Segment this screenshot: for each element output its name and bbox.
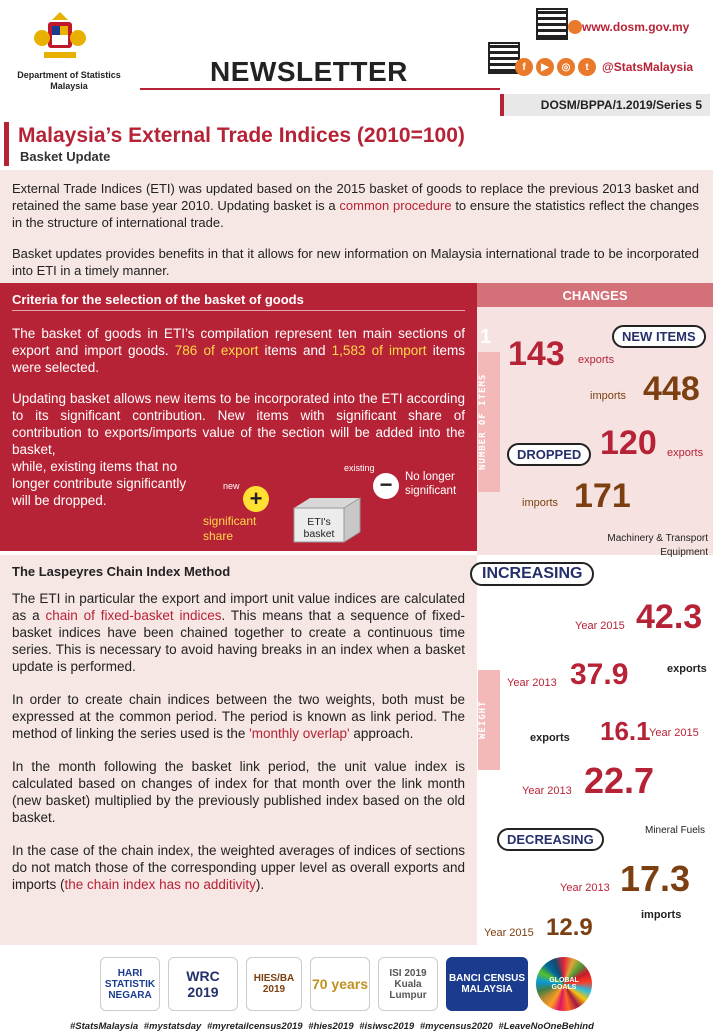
criteria-section — [0, 283, 477, 551]
inc-exports-2013-value: 37.9 — [570, 658, 629, 691]
intro-paragraph: Basket updates provides benefits in that it allows for new information on Malaysia international trade to be incorporated into ETI in a timely manner. — [12, 246, 699, 278]
diagram-no-longer-label: No longer significant — [405, 471, 457, 497]
dropped-imports-value: 171 — [574, 477, 631, 515]
facebook-icon[interactable]: f — [515, 58, 533, 76]
isi-logo: ISI 2019 Kuala Lumpur — [378, 957, 438, 1011]
series-label: DOSM/BPPA/1.2019/Series 5 — [500, 94, 710, 116]
dec-2013-value: 17.3 — [620, 858, 691, 899]
header-divider — [140, 88, 500, 90]
section-number: 1 — [480, 326, 492, 348]
imports-label: imports — [590, 390, 627, 402]
inc-imports-2015-value: 16.1 — [600, 716, 651, 746]
website-link[interactable]: www.dosm.gov.my — [582, 20, 690, 34]
hies-logo: HIES/BA 2019 — [246, 957, 302, 1011]
youtube-icon[interactable]: ▶ — [536, 58, 554, 76]
inc-exports-2015-value: 42.3 — [636, 598, 703, 636]
exports-label: exports — [530, 732, 570, 744]
exports-label: exports — [667, 447, 704, 459]
new-imports-value: 448 — [643, 370, 700, 408]
laspeyres-paragraph: In order to create chain indices between the two weights, both must be expressed at the common period. The period is known as link period. The method of linking the series used is the 'monthly overlap' approach. — [12, 692, 465, 741]
census-logo: BANCI CENSUS MALAYSIA — [446, 957, 528, 1011]
intro-section — [0, 170, 713, 283]
year-2015-label: Year 2015 — [575, 620, 625, 632]
qr-code-icon — [536, 8, 568, 40]
social-handle[interactable]: @StatsMalaysia — [602, 60, 694, 74]
malaysia-crest-logo — [30, 8, 90, 68]
twitter-icon[interactable]: t — [578, 58, 596, 76]
department-name: Department of Statistics Malaysia — [17, 70, 121, 91]
criteria-heading: Criteria for the selection of the basket of goods — [12, 291, 465, 311]
laspeyres-paragraph: The ETI in particular the export and import unit value indices are calculated as a chain of fixed-basket indices. This means that a sequence of fixed-basket indices have been chained together to create a continuous time series. This is necessary to avoid having breaks in an index when a basket update is performed. — [12, 591, 465, 674]
section-number: 2 — [480, 630, 492, 652]
year-2013-label: Year 2013 — [560, 882, 610, 894]
year-2013-label: Year 2013 — [522, 785, 572, 797]
wrc-logo: WRC 2019 — [168, 957, 238, 1011]
weight-label: WEIGHT — [478, 670, 500, 770]
dropped-exports-value: 120 — [600, 424, 657, 462]
footer-logos — [100, 950, 620, 1018]
laspeyres-heading: The Laspeyres Chain Index Method — [12, 564, 231, 579]
year-2013-label: Year 2013 — [507, 677, 557, 689]
dropped-badge: DROPPED — [507, 443, 591, 466]
number-of-items-label: NUMBER OF ITEMS — [478, 352, 500, 492]
hashtags: #StatsMalaysia #mystatsday #myretailcensus2019 #hies2019 #isiwsc2019 #mycensus2020 #LeaveNoOneBehind — [70, 1021, 594, 1032]
criteria-paragraph: The basket of goods in ETI’s compilation represent ten main sections of export and import goods. 786 of export items and 1,583 of import items were selected. — [12, 326, 465, 375]
page-subtitle: Basket Update — [20, 149, 111, 164]
globe-icon — [568, 20, 582, 34]
inc-imports-2013-value: 22.7 — [584, 760, 655, 801]
newsletter-title: NEWSLETTER — [210, 56, 408, 87]
hari-statistik-logo: HARI STATISTIK NEGARA — [100, 957, 160, 1011]
laspeyres-paragraph: In the case of the chain index, the weighted averages of indices of sections do not match those of the corresponding upper level as overall exports and imports (the chain index has no additivity). — [12, 843, 465, 892]
imports-label: imports — [641, 909, 682, 921]
exports-label: exports — [667, 663, 707, 675]
laspeyres-paragraph: In the month following the basket link period, the unit value index is calculated based on changes of index for that month over the link month (new basket) multiplied by the previously published index based on the old basket. — [12, 759, 465, 825]
plus-icon: + — [243, 486, 269, 512]
dec-2015-value: 12.9 — [546, 914, 593, 941]
decreasing-sector-label: Mineral Fuels — [645, 825, 706, 836]
70-years-logo: 70 years — [310, 957, 370, 1011]
diagram-new-label: new — [223, 481, 240, 491]
basket-label: ETI's basket — [303, 516, 335, 540]
page-title: Malaysia’s External Trade Indices (2010=100) — [18, 124, 465, 147]
increasing-badge: INCREASING — [470, 562, 594, 586]
intro-paragraph: External Trade Indices (ETI) was updated based on the 2015 basket of goods to replace the previous 2013 basket and retained the same base year 2010. Updating basket is a common procedure to ensure the statistics reflect the changes in the structure of international trade. — [12, 181, 699, 230]
exports-label: exports — [578, 354, 615, 366]
title-accent-bar — [4, 122, 9, 166]
year-2015-label: Year 2015 — [484, 927, 534, 939]
increasing-sector-label: Machinery & Transport Equipment — [607, 533, 708, 558]
instagram-icon[interactable]: ◎ — [557, 58, 575, 76]
changes-heading: CHANGES — [477, 283, 713, 307]
global-goals-logo: GLOBAL GOALS — [536, 957, 592, 1011]
criteria-paragraph: while, existing items that no longer contribute significantly will be dropped. — [12, 459, 187, 508]
criteria-paragraph: Updating basket allows new items to be incorporated into the ETI according to its significant contribution. New items with significant share of contribution to exports/imports value of the section will be added into the basket, — [12, 391, 465, 457]
laspeyres-section — [0, 555, 477, 945]
social-links — [515, 58, 693, 76]
minus-icon: − — [373, 473, 399, 499]
imports-label: imports — [522, 497, 559, 509]
decreasing-badge: DECREASING — [497, 828, 604, 851]
diagram-significant-label: significant share — [203, 514, 257, 543]
diagram-existing-label: existing — [344, 463, 375, 473]
new-items-badge: NEW ITEMS — [612, 325, 706, 348]
new-exports-value: 143 — [508, 335, 565, 373]
year-2015-label: Year 2015 — [649, 727, 699, 739]
